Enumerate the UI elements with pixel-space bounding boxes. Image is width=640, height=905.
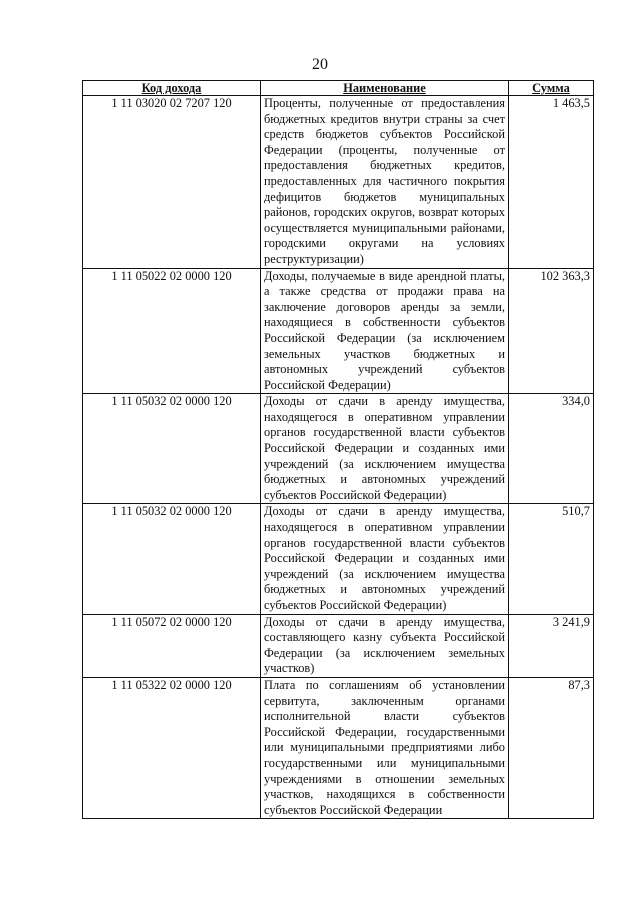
- income-code-cell: 1 11 05022 02 0000 120: [83, 268, 261, 394]
- income-name-cell: Проценты, полученные от предоставления бюджетных кредитов внутри страны за счет средств бюджетов субъектов Российской Федерации (проценты, полученные от предоставления бюджетных кредитов, предоставленных для частичного покрытия дефицитов бюджетов муниципальных районов, городских округов, возврат которых осуществляется муниципальными районами, городскими округами на условиях реструктуризации): [261, 96, 509, 269]
- income-code-cell: 1 11 05322 02 0000 120: [83, 677, 261, 818]
- table-row: [83, 504, 594, 614]
- header-name: Наименование: [261, 81, 509, 96]
- income-code-cell: 1 11 05032 02 0000 120: [83, 394, 261, 504]
- table-row: [83, 614, 594, 677]
- income-name-cell: Доходы от сдачи в аренду имущества, находящегося в оперативном управлении органов государственной власти субъектов Российской Федерации и созданных ими учреждений (за исключением имущества бюджетных и автономных учреждений субъектов Российской Федерации): [261, 394, 509, 504]
- income-code-cell: 1 11 05032 02 0000 120: [83, 504, 261, 614]
- income-code-cell: 1 11 05072 02 0000 120: [83, 614, 261, 677]
- table-row: [83, 394, 594, 504]
- income-name-cell: Доходы от сдачи в аренду имущества, составляющего казну субъекта Российской Федерации (за исключением земельных участков): [261, 614, 509, 677]
- income-sum-cell: 3 241,9: [509, 614, 594, 677]
- income-name-cell: Доходы, получаемые в виде арендной платы, а также средства от продажи права на заключение договоров аренды за земли, находящиеся в собственности субъектов Российской Федерации (за исключением земельных участков бюджетных и автономных учреждений субъектов Российской Федерации): [261, 268, 509, 394]
- table-row: [83, 96, 594, 269]
- income-sum-cell: 1 463,5: [509, 96, 594, 269]
- income-sum-cell: 87,3: [509, 677, 594, 818]
- page-number: 20: [312, 56, 328, 73]
- table-row: [83, 677, 594, 818]
- income-sum-cell: 102 363,3: [509, 268, 594, 394]
- income-sum-cell: 334,0: [509, 394, 594, 504]
- revenue-table: [82, 80, 594, 819]
- income-code-cell: 1 11 03020 02 7207 120: [83, 96, 261, 269]
- income-name-cell: Плата по соглашениям об установлении сервитута, заключенным органами исполнительной власти субъектов Российской Федерации, государственными или муниципальными предприятиями либо государственными или муниципальными учреждениями в отношении земельных участков, находящихся в собственности субъектов Российской Федерации: [261, 677, 509, 818]
- header-income-code: Код дохода: [83, 81, 261, 96]
- header-sum: Сумма: [509, 81, 594, 96]
- table-header-row: [83, 81, 594, 96]
- income-name-cell: Доходы от сдачи в аренду имущества, находящегося в оперативном управлении органов государственной власти субъектов Российской Федерации и созданных ими учреждений (за исключением имущества бюджетных и автономных учреждений субъектов Российской Федерации): [261, 504, 509, 614]
- table-row: [83, 268, 594, 394]
- income-sum-cell: 510,7: [509, 504, 594, 614]
